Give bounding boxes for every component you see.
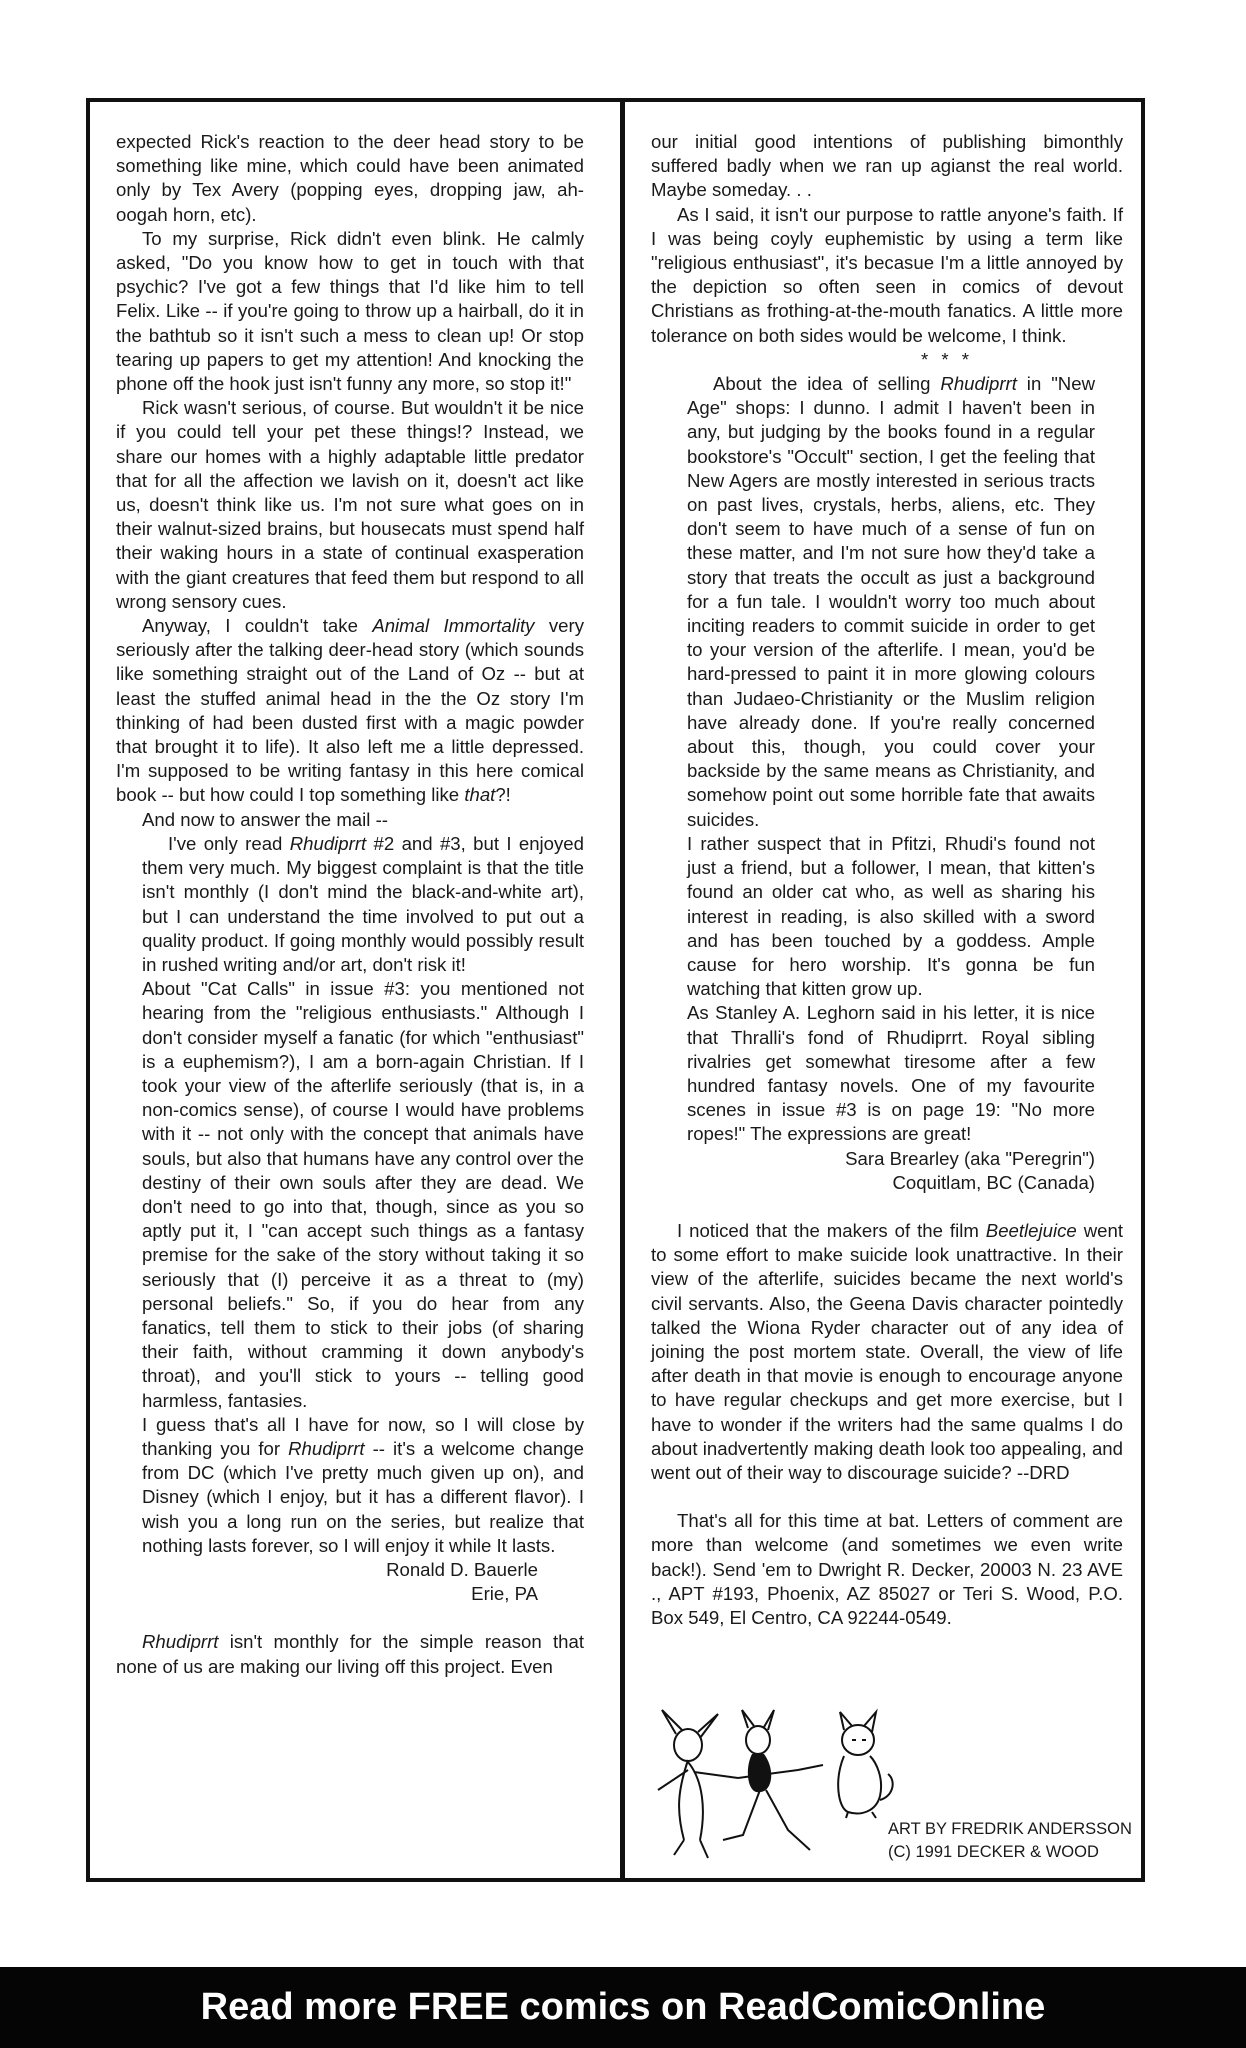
paragraph: expected Rick's reaction to the deer head story to be something like mine, which could have been animated only by Tex Avery (popping eyes, dropping jaw, ah-oogah horn, etc). xyxy=(116,131,584,225)
letter-location: Erie, PA xyxy=(471,1583,538,1605)
promo-banner-text[interactable]: Read more FREE comics on ReadComicOnline xyxy=(200,1986,1046,2028)
paragraph: Rhudiprrt isn't monthly for the simple reason that none of us are making our living off this project. Even xyxy=(116,1631,584,1677)
letter-paragraph: As Stanley A. Leghorn said in his letter, it is nice that Thralli's fond of Rhudiprrt. Royal sibling rivalries get somewhat tiresome after a few hundred fantasy novels. One of my favourite scenes in issue #3 is on page 19: "No more ropes!" The expressions are great! xyxy=(687,1002,1095,1145)
reader-letter xyxy=(116,832,584,1607)
letter-paragraph: About "Cat Calls" in issue #3: you mentioned not hearing from the "religious enthusiasts." Although I don't consider myself a fanatic (for which "enthusiast" is a euphemism?), I am a born-again Christian. If I took your view of the afterlife seriously (that is, in a non-comics sense), of course I would have problems with it -- not only with the concept that animals have souls, but also that humans have any control over the destiny of their own souls after they are dead. We don't need to go into that, though, since as you so aptly put it, I "can accept such things as a fantasy premise for the sake of the story without taking it so seriously that (I) perceive it as a threat to (my) personal beliefs." So, if you do hear from any fanatics, tell them to stick to their jobs (of sharing their faith, without cramming it down anybody's throat), and you'll stick to yours -- telling good harmless, fantasies. xyxy=(142,978,584,1411)
paragraph: As I said, it isn't our purpose to rattle anyone's faith. If I was being coyly euphemistic by using a term like "religious enthusiast", it's becasue I'm a little annoyed by the depiction so often seen in comics of devout Christians as frothing-at-the-mouth fanatics. A little more tolerance on both sides would be welcome, I think. xyxy=(651,203,1123,346)
letter-paragraph: I guess that's all I have for now, so I will close by thanking you for Rhudiprrt -- it's a welcome change from DC (which I've pretty much given up on), and Disney (which I enjoy, but it has a different flavor). I wish you a long run on the series, but realize that nothing lasts forever, so I will enjoy it while It lasts. xyxy=(142,1413,584,1556)
letter-paragraph: I rather suspect that in Pfitzi, Rhudi's found not just a friend, but a follower, I mean, that kitten's found an older cat who, as well as sharing his interest in reading, is also skilled with a sword and has been touched by a goddess. Ample cause for hero worship. It's gonna be fun watching that kitten grow up. xyxy=(687,832,1095,1000)
right-column xyxy=(651,130,1123,1630)
promo-banner[interactable] xyxy=(0,1967,1246,2048)
artist-credit: ART BY FREDRIK ANDERSSON xyxy=(888,1820,1132,1838)
letter-location: Coquitlam, BC (Canada) xyxy=(892,1171,1095,1193)
paragraph: Rick wasn't serious, of course. But wouldn't it be nice if you could tell your pet these things!? Instead, we share our homes with a highly adaptable little predator that for all the affection we lavish on it, doesn't act like us, doesn't think like us. I'm not sure what goes on in their walnut-sized brains, but housecats must spend half their waking hours in a state of continual exasperation with the giant creatures that feed them but respond to all wrong sensory cues. xyxy=(116,397,584,612)
copyright-notice: (C) 1991 DECKER & WOOD xyxy=(888,1843,1099,1861)
left-column xyxy=(116,130,584,1679)
paragraph: To my surprise, Rick didn't even blink. He calmly asked, "Do you know how to get in touch with that psychic? I've got a few things that I'd like him to tell Felix. Like -- if you're going to throw up a hairball, do it in the bathtub so it isn't such a mess to clean up! Or stop tearing up papers to get my attention! And knocking the phone off the hook just isn't funny any more, so stop it!" xyxy=(116,227,584,395)
letter-paragraph: About the idea of selling Rhudiprrt in "New Age" shops: I dunno. I admit I haven't been in any, but judging by the books found in a regular bookstore's "Occult" section, I get the feeling that New Agers are mostly interested in serious tracts on past lives, crystals, herbs, aliens, etc. They don't seem to have much of a sense of fun on these matter, and I'm not sure how they'd take a story that treats the occult as just a background for a fun tale. I wouldn't worry too much about inciting readers to commit suicide in order to get to your version of the afterlife. I mean, you'd be hard-pressed to paint it in more glowing colours than Judaeo-Christianity or the Muslim religion have already done. If you're really concerned about this, though, you could cover your backside by the same means as Christianity, and somehow point out some horrible fate that awaits suicides. xyxy=(687,373,1095,830)
letter-paragraph: I've only read Rhudiprrt #2 and #3, but I enjoyed them very much. My biggest complaint is that the title isn't monthly (I don't mind the black-and-white art), but I can understand the time involved to put out a quality product. If going monthly would possibly result in rushed writing and/or art, don't risk it! xyxy=(142,832,584,975)
letter-signature: Sara Brearley (aka "Peregrin") xyxy=(845,1147,1095,1169)
paragraph: I noticed that the makers of the film Beetlejuice went to some effort to make suicide look unattractive. In their view of the afterlife, suicides became the next world's civil servants. Also, the Geena Davis character pointedly talked the Wiona Ryder character out of any idea of joining the post mortem state. Overall, the view of life after death in that movie is enough to encourage anyone to have regular checkups and get more exercise, but I have to wonder if the writers had the same qualms I do about inadvertently making death look too appealing, and went out of their way to discourage suicide? --DRD xyxy=(651,1219,1123,1483)
paragraph: And now to answer the mail -- xyxy=(142,808,388,830)
section-break: * * * xyxy=(920,348,974,370)
paragraph: That's all for this time at bat. Letters of comment are more than welcome (and sometimes we even write back!). Send 'em to Dwright R. Decker, 20003 N. 23 AVE ., APT #193, Phoenix, AZ 85027 or Teri S. Wood, P.O. Box 549, El Centro, CA 92244-0549. xyxy=(651,1510,1123,1628)
reader-letter xyxy=(651,372,1123,1195)
paragraph: our initial good intentions of publishing bimonthly suffered badly when we ran up agianst the real world. Maybe someday. . . xyxy=(651,131,1123,201)
column-divider xyxy=(620,98,625,1882)
paragraph: Anyway, I couldn't take Animal Immortality very seriously after the talking deer-head story (which sounds like something straight out of the Land of Oz -- but at least the stuffed animal head in the the Oz story I'm thinking of had been dusted first with a magic powder that brought it to life). It also left me a little depressed. I'm supposed to be writing fantasy in this here comical book -- but how could I top something like that?! xyxy=(116,615,584,806)
cat-characters-illustration xyxy=(648,1700,898,1865)
letter-signature: Ronald D. Bauerle xyxy=(386,1558,538,1580)
art-credit xyxy=(888,1818,1132,1864)
